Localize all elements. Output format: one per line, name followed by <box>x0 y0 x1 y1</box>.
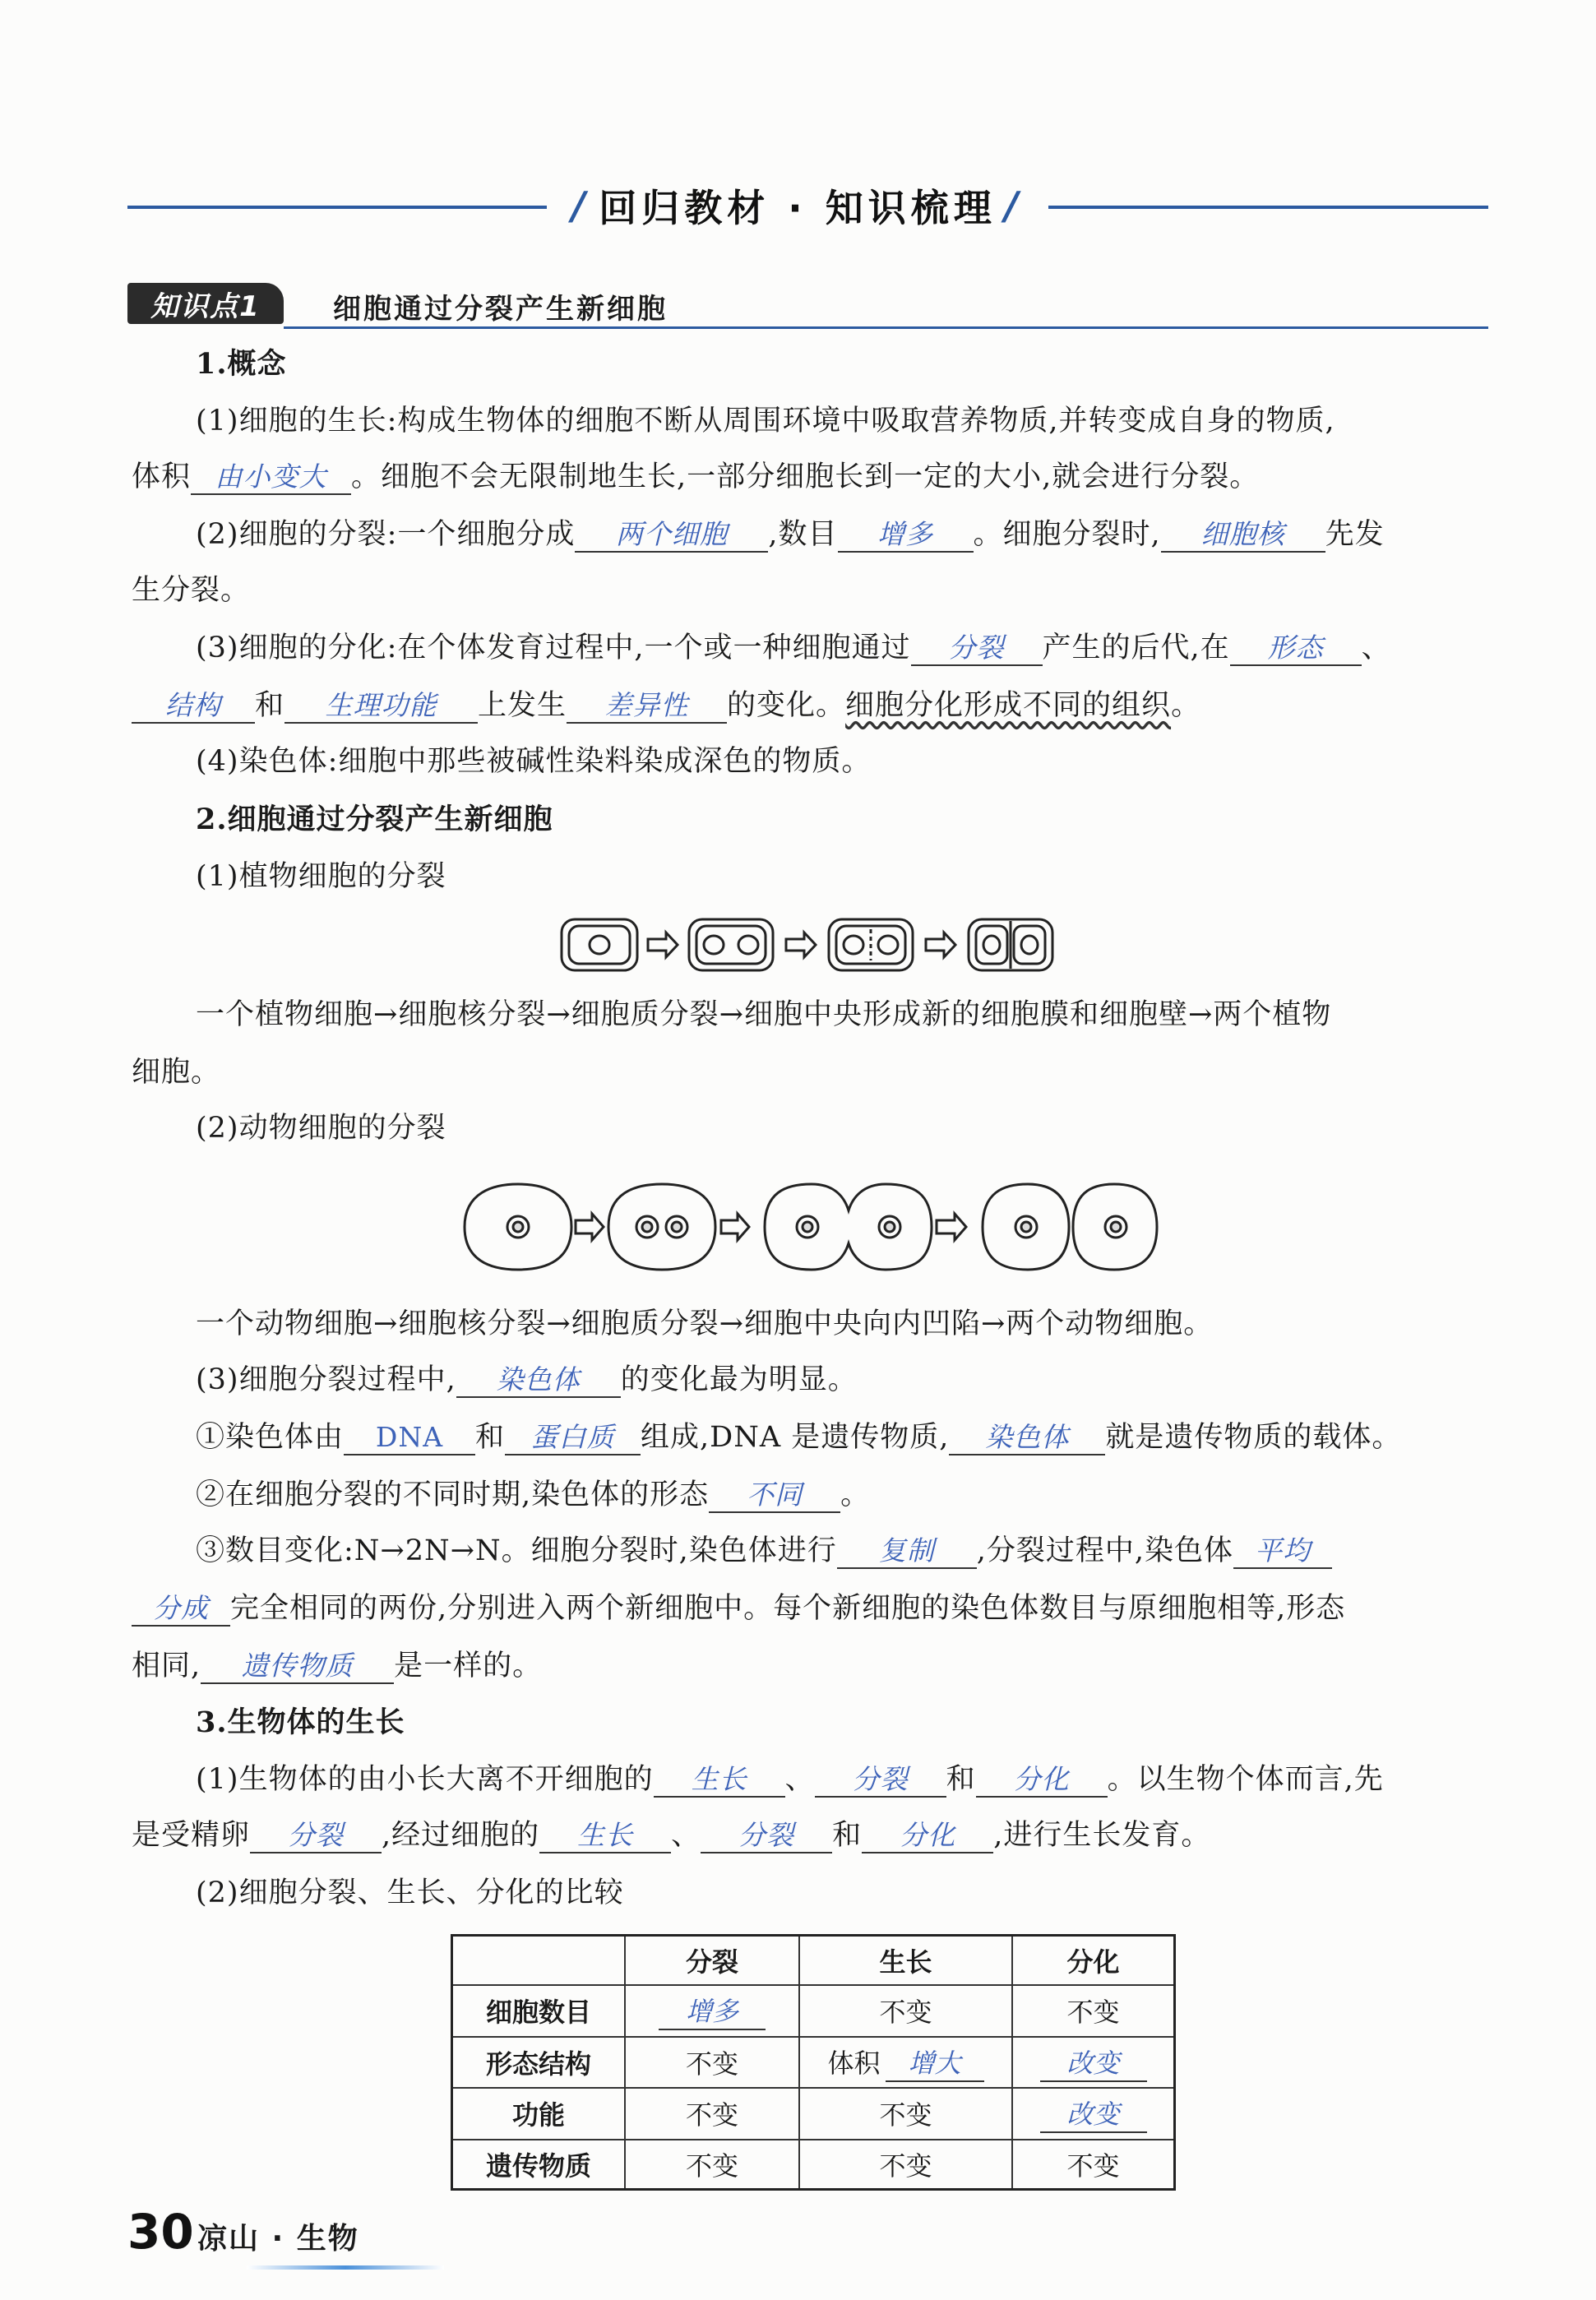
header-rule-left <box>127 206 547 209</box>
table-header: 分裂 <box>625 1936 799 1986</box>
s2-c1: ①染色体由 DNA 和 蛋白质 组成,DNA 是遗传物质, 染色体 就是遗传物质的载体。 <box>196 1421 1402 1454</box>
row-label: 遗传物质 <box>452 2140 626 2190</box>
answer-blank: 蛋白质 <box>505 1421 641 1455</box>
table-cell: 体积 增大 <box>799 2037 1012 2089</box>
s2-c3-line3: 相同, 遗传物质 是一样的。 <box>132 1650 543 1682</box>
answer-blank: 两个细胞 <box>575 518 768 553</box>
answer-blank: 分裂 <box>701 1819 832 1853</box>
answer-blank: 形态 <box>1230 632 1362 666</box>
footer-accent-bar <box>247 2265 444 2270</box>
table-cell: 不变 <box>799 2140 1012 2190</box>
comparison-table <box>451 1934 1176 2191</box>
header-title: / 回归教材 · 知识梳理 / <box>547 177 1048 234</box>
s1-p4: (4)染色体:细胞中那些被碱性染料染成深色的物质。 <box>196 745 872 778</box>
answer-blank: 由小变大 <box>191 460 351 495</box>
answer-blank: 差异性 <box>567 689 727 724</box>
table-cell: 不变 <box>625 2037 799 2089</box>
knowledge-point-badge: 知识点1 <box>127 283 284 324</box>
s2-plant-desc-line2: 细胞。 <box>132 1056 221 1089</box>
answer-blank: 遗传物质 <box>201 1650 394 1684</box>
s1-p2-line2: 生分裂。 <box>132 574 251 607</box>
s1-heading: 1.概念 <box>196 347 287 381</box>
row-label: 功能 <box>452 2088 626 2140</box>
table-corner <box>452 1936 626 1986</box>
s2-c3-line1: ③数目变化:N→2N→N。细胞分裂时,染色体进行 复制 ,分裂过程中,染色体 平均 <box>196 1533 1332 1570</box>
answer-blank: 分裂 <box>815 1763 946 1798</box>
answer-blank: 复制 <box>837 1534 977 1569</box>
answer-blank: 分成 <box>132 1592 230 1627</box>
table-cell: 增多 <box>625 1985 799 2037</box>
header-rule-right <box>1048 206 1488 209</box>
answer-blank: 生理功能 <box>285 689 478 724</box>
s3-cmp-title: (2)细胞分裂、生长、分化的比较 <box>196 1877 624 1909</box>
answer-blank: 生长 <box>539 1819 671 1853</box>
row-label: 形态结构 <box>452 2037 626 2089</box>
s2-animal-title: (2)动物细胞的分裂 <box>196 1112 446 1145</box>
row-label: 细胞数目 <box>452 1985 626 2037</box>
knowledge-point-bar <box>127 280 1488 329</box>
table-cell: 不变 <box>1012 2140 1175 2190</box>
animal-cell-division-diagram <box>456 1178 1163 1276</box>
s2-q3: (3)细胞分裂过程中, 染色体 的变化最为明显。 <box>196 1363 858 1396</box>
table-cell: 不变 <box>1012 1985 1175 2037</box>
s3-g2: 是受精卵 分裂 ,经过细胞的 生长 、 分裂 和 分化 ,进行生长发育。 <box>132 1819 1211 1852</box>
s1-p2-line1: (2)细胞的分裂:一个细胞分成 两个细胞 ,数目 增多 。细胞分裂时, 细胞核 先发 <box>196 518 1385 551</box>
table-cell: 不变 <box>799 1985 1012 2037</box>
s2-animal-desc: 一个动物细胞→细胞核分裂→细胞质分裂→细胞中央向内凹陷→两个动物细胞。 <box>196 1307 1214 1340</box>
answer-blank: 平均 <box>1233 1534 1332 1569</box>
answer-blank: DNA <box>344 1421 475 1455</box>
answer-blank: 增多 <box>838 518 974 553</box>
knowledge-point-title: 细胞通过分裂产生新细胞 <box>333 293 668 326</box>
answer-blank: 分裂 <box>911 632 1043 666</box>
answer-blank: 分裂 <box>250 1819 382 1853</box>
s2-plant-desc-line1: 一个植物细胞→细胞核分裂→细胞质分裂→细胞中央形成新的细胞膜和细胞壁→两个植物 <box>196 998 1332 1031</box>
answer-blank: 生长 <box>654 1763 785 1798</box>
table-cell: 不变 <box>625 2140 799 2190</box>
table-row <box>452 2037 1175 2089</box>
table-cell: 改变 <box>1012 2037 1175 2089</box>
table-row <box>452 1985 1175 2037</box>
s3-g1: (1)生物体的由小长大离不开细胞的 生长 、 分裂 和 分化 。以生物个体而言,先 <box>196 1763 1384 1796</box>
s1-p3-line1: (3)细胞的分化:在个体发育过程中,一个或一种细胞通过 分裂 产生的后代,在 形态 、 <box>196 632 1391 664</box>
answer-blank: 结构 <box>132 689 255 724</box>
s1-p3-line2: 结构 和 生理功能 上发生 差异性 的变化。细胞分化形成不同的组织。 <box>132 687 1200 724</box>
table-header: 生长 <box>799 1936 1012 1986</box>
answer-blank: 染色体 <box>949 1421 1105 1455</box>
answer-blank: 染色体 <box>456 1363 621 1398</box>
book-title: 凉山 · 生物 <box>197 2222 359 2256</box>
s2-c2: ②在细胞分裂的不同时期,染色体的形态 不同 。 <box>196 1479 871 1511</box>
section-header <box>127 177 1488 234</box>
table-cell: 改变 <box>1012 2088 1175 2140</box>
header-title-text: 回归教材 · 知识梳理 <box>599 186 997 230</box>
answer-blank: 分化 <box>862 1819 993 1853</box>
emphasis-text: 细胞分化形成不同的组织 <box>845 689 1172 722</box>
table-row <box>452 2088 1175 2140</box>
page-number: 30 <box>127 2204 194 2260</box>
s3-heading: 3.生物体的生长 <box>196 1705 405 1739</box>
knowledge-point-rule <box>284 326 1488 329</box>
s2-heading: 2.细胞通过分裂产生新细胞 <box>196 803 553 836</box>
plant-cell-division-diagram <box>559 914 1061 977</box>
table-row <box>452 2140 1175 2190</box>
s1-p1-line1: (1)细胞的生长:构成生物体的细胞不断从周围环境中吸取营养物质,并转变成自身的物质, <box>196 405 1335 437</box>
s2-c3-line2: 分成 完全相同的两份,分别进入两个新细胞中。每个新细胞的染色体数目与原细胞相等,形态 <box>132 1590 1345 1627</box>
s1-p1-line2: 体积 由小变大 。细胞不会无限制地生长,一部分细胞长到一定的大小,就会进行分裂。 <box>132 460 1260 493</box>
answer-blank: 不同 <box>709 1479 840 1513</box>
table-header: 分化 <box>1012 1936 1175 1986</box>
table-header-row <box>452 1936 1175 1986</box>
answer-blank: 分化 <box>976 1763 1108 1798</box>
answer-blank: 细胞核 <box>1161 518 1325 553</box>
table-cell: 不变 <box>799 2088 1012 2140</box>
s2-plant-title: (1)植物细胞的分裂 <box>196 860 446 893</box>
table-cell: 不变 <box>625 2088 799 2140</box>
